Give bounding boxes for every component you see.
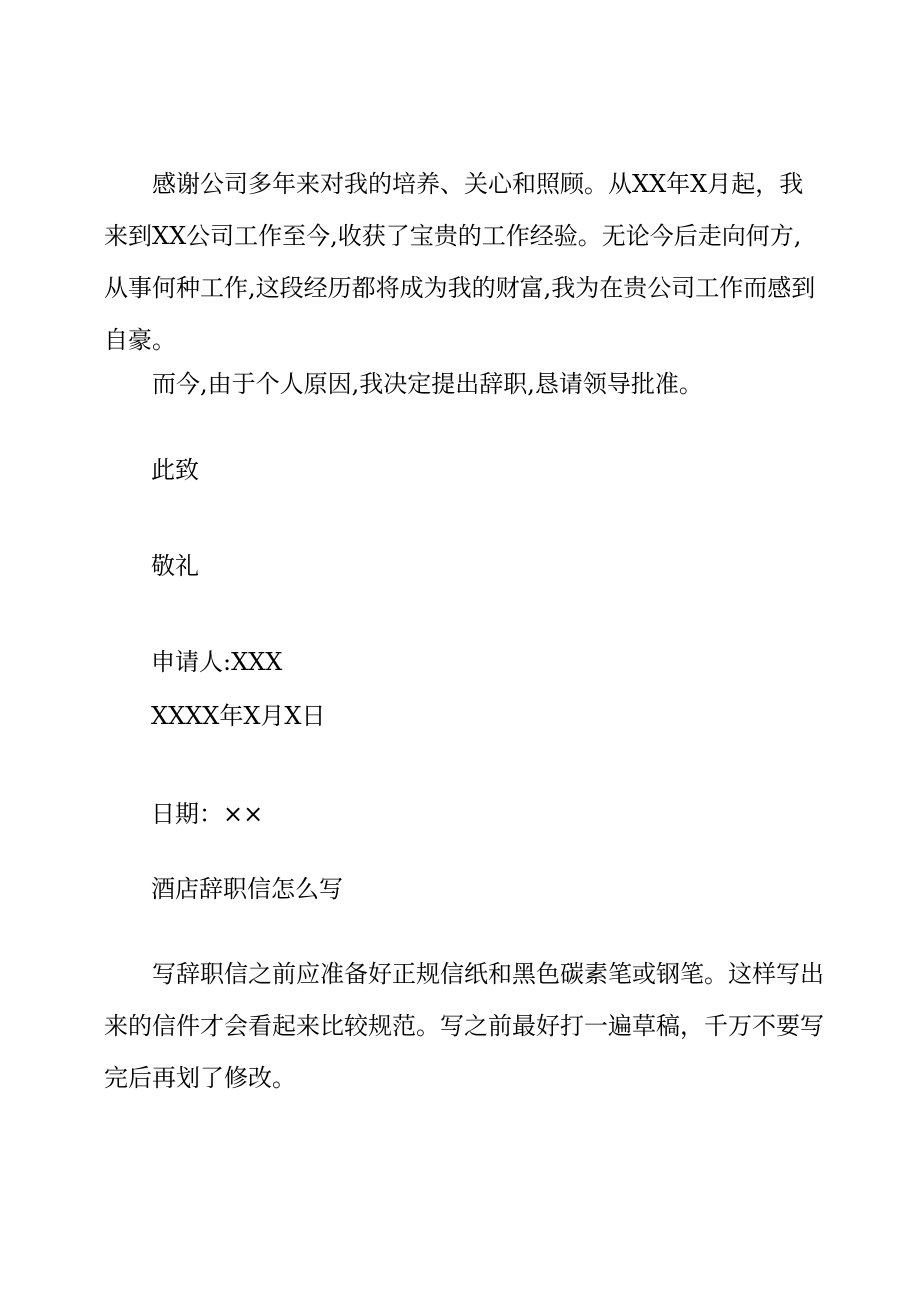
article-heading: 酒店辞职信怎么写 [151, 875, 343, 903]
letter-date-line: 日期：×× [151, 800, 264, 828]
letter-signed-date: XXXX年X月X日 [151, 702, 326, 730]
letter-applicant: 申请人:XXX [151, 648, 283, 676]
letter-closing-jingli: 敬礼 [151, 552, 199, 580]
letter-paragraph-gratitude: 感谢公司多年来对我的培养、关心和照顾。从XX年X月起，我来到XX公司工作至今,收获了宝贵的工作经验。无论今后走向何方,从事何种工作,这段经历都将成为我的财富,我为在贵公司工作而感到自豪。 [104, 170, 816, 354]
article-paragraph-preparation: 写辞职信之前应准备好正规信纸和黑色碳素笔或钢笔。这样写出来的信件才会看起来比较规范。写之前最好打一遍草稿，千万不要写完后再划了修改。 [104, 960, 824, 1092]
letter-paragraph-resignation: 而今,由于个人原因,我决定提出辞职,恳请领导批准。 [152, 370, 703, 398]
letter-closing-cizhi: 此致 [151, 456, 199, 484]
